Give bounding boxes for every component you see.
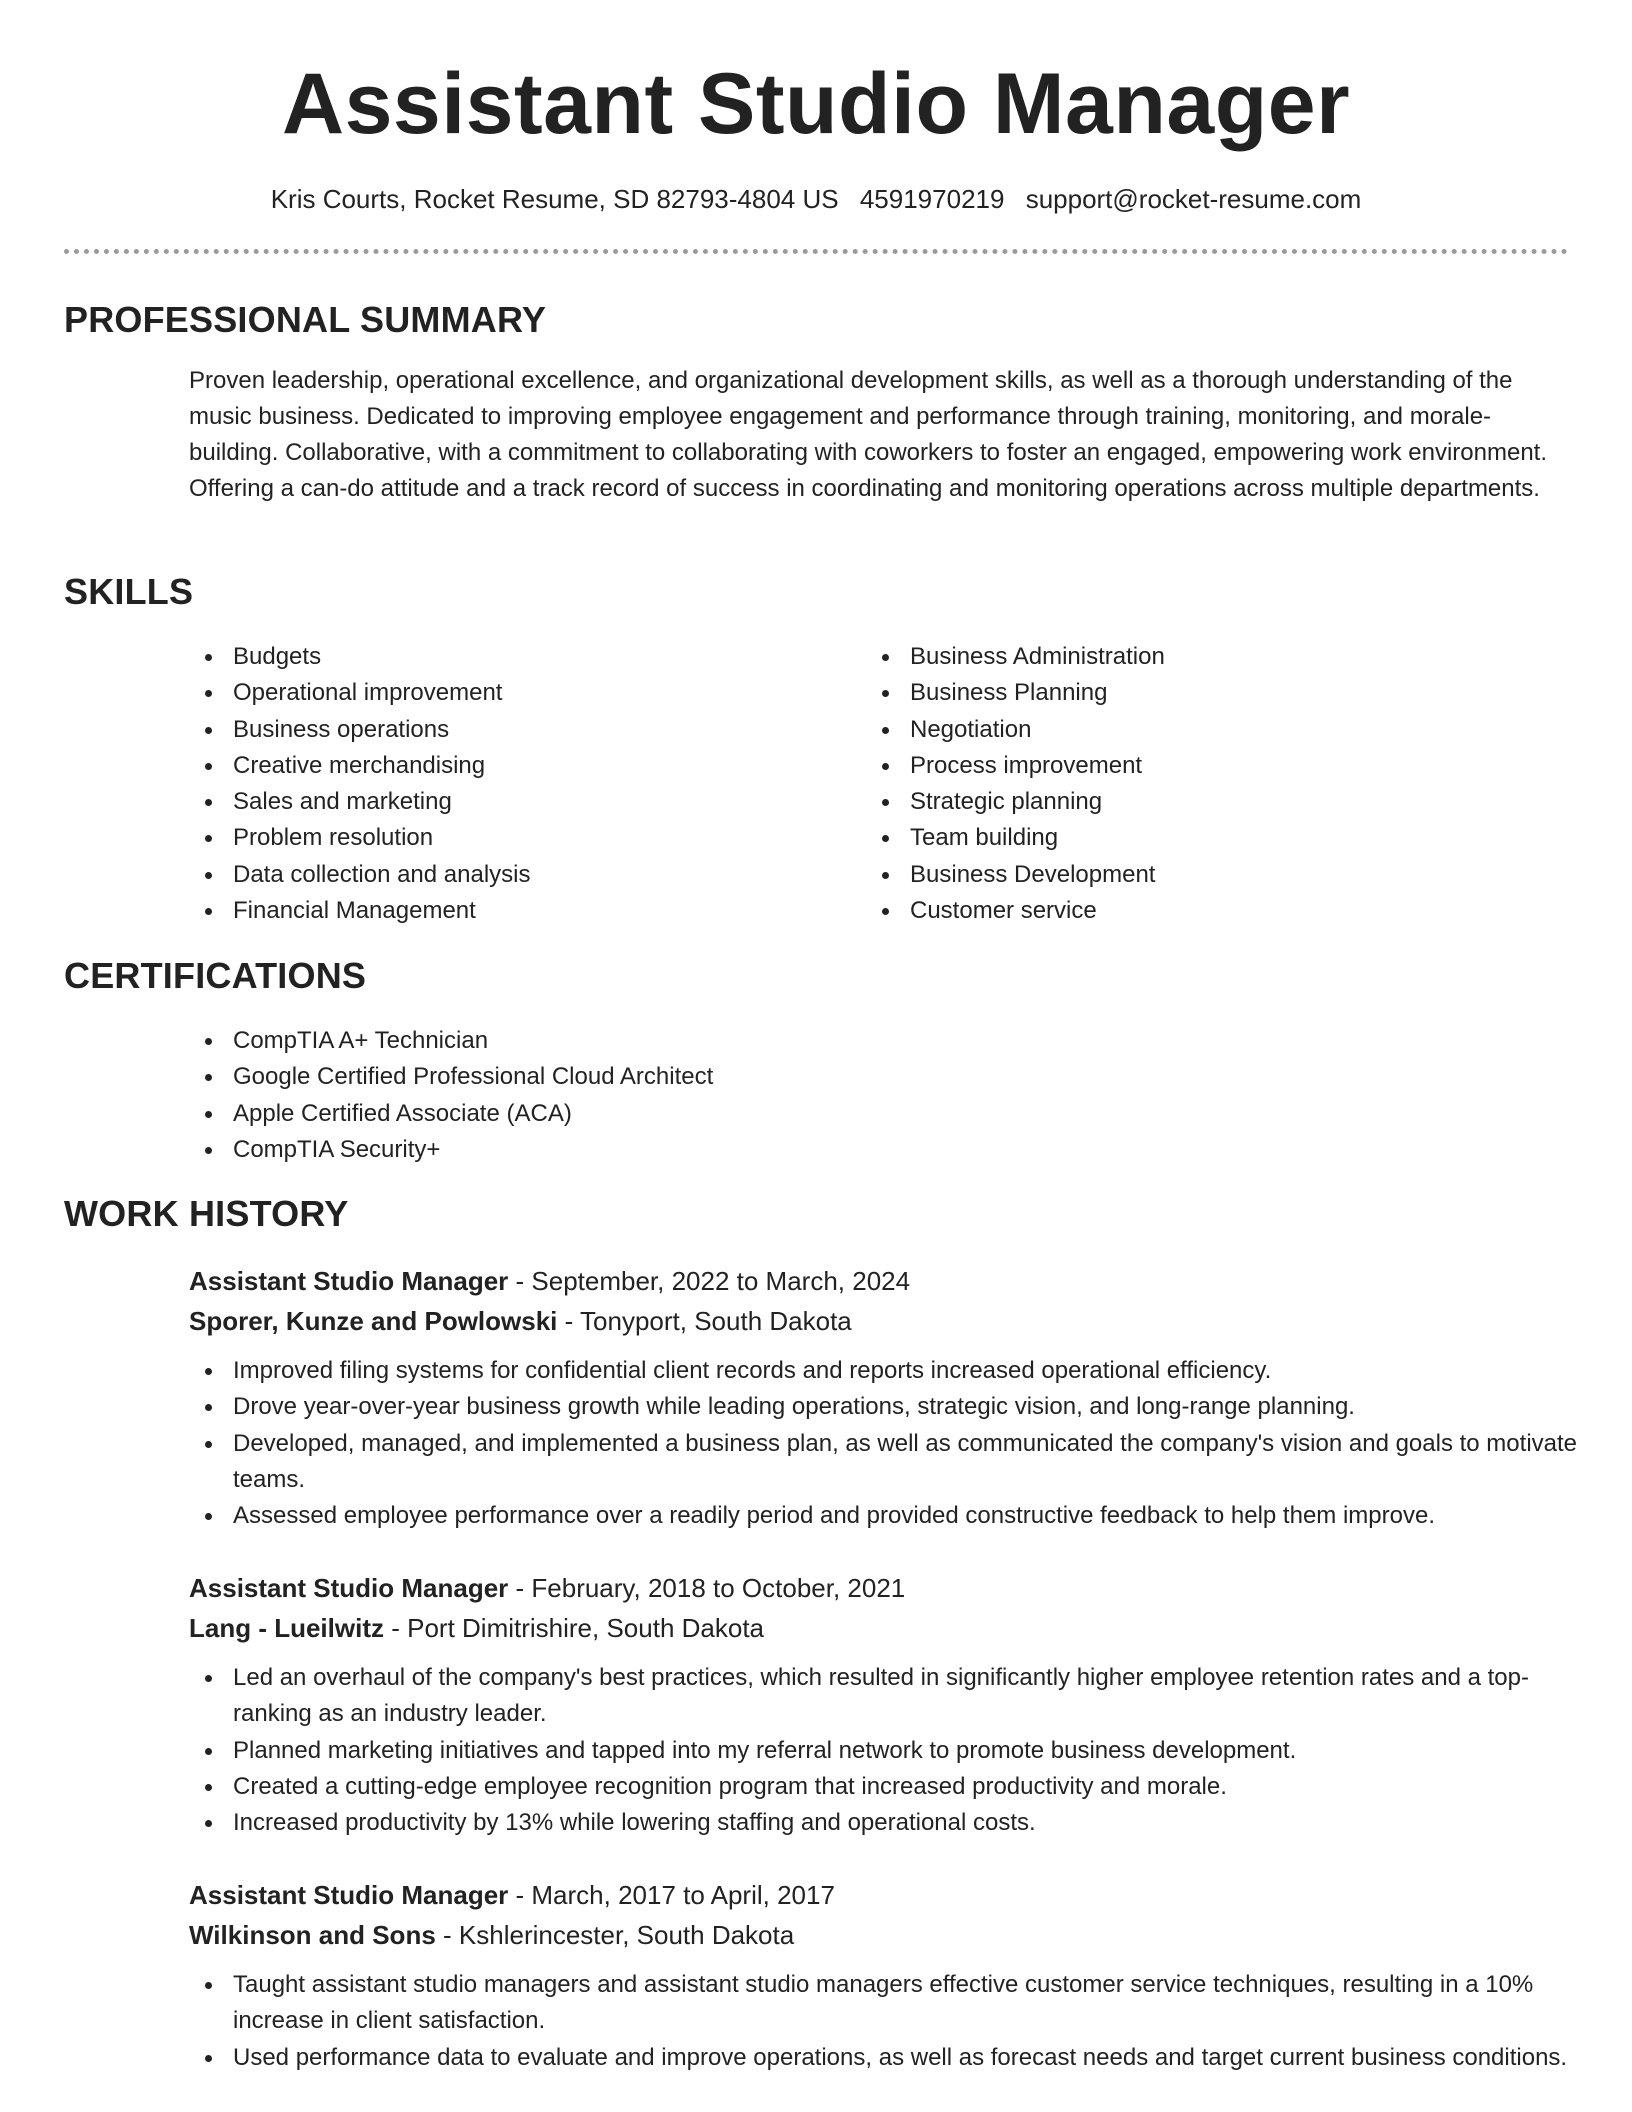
skill-item: Business operations [189, 712, 829, 748]
job-entry [189, 1261, 1579, 1534]
certification-item: Apple Certified Associate (ACA) [189, 1096, 1489, 1132]
skill-item: Process improvement [866, 748, 1506, 784]
job-bullet: Created a cutting-edge employee recognition program that increased productivity and morale. [189, 1769, 1579, 1805]
skill-item: Business Planning [866, 675, 1506, 711]
resume-title: Assistant Studio Manager [281, 56, 1351, 152]
certifications-list [189, 1023, 1489, 1168]
job-title: Assistant Studio Manager [189, 1880, 509, 1910]
skill-item: Negotiation [866, 712, 1506, 748]
job-company-line [189, 1915, 1579, 1955]
job-bullets [189, 1967, 1579, 2076]
skill-item: Customer service [866, 893, 1506, 929]
job-dates: - September, 2022 to March, 2024 [508, 1266, 911, 1296]
header-divider [64, 249, 1568, 254]
job-title-line [189, 1261, 1579, 1301]
job-company-line [189, 1301, 1579, 1341]
work-history-heading: WORK HISTORY [64, 1193, 349, 1234]
job-company-line [189, 1608, 1579, 1648]
job-dates: - March, 2017 to April, 2017 [508, 1880, 835, 1910]
contact-phone: 4591970219 [859, 184, 1005, 214]
skills-column-left [189, 639, 829, 929]
job-bullet: Led an overhaul of the company's best practices, which resulted in significantly higher employee retention rates and a top-ranking as an industry leader. [189, 1660, 1579, 1733]
job-title: Assistant Studio Manager [189, 1573, 509, 1603]
job-bullets [189, 1353, 1579, 1534]
skill-item: Data collection and analysis [189, 857, 829, 893]
skill-item: Creative merchandising [189, 748, 829, 784]
job-title-line [189, 1875, 1579, 1915]
skill-item: Financial Management [189, 893, 829, 929]
skill-item: Team building [866, 820, 1506, 856]
summary-text: Proven leadership, operational excellence, and organizational development skills, as well as a thorough understanding of the music business. Dedicated to improving employee engagement and performance through training, monitoring, and morale-building. Collaborative, with a commitment to collaborating with coworkers to foster an engaged, empowering work environment. Offering a can-do attitude and a track record of success in coordinating and monitoring operations across multiple departments. [189, 367, 1548, 502]
job-dates: - February, 2018 to October, 2021 [508, 1573, 906, 1603]
skill-item: Budgets [189, 639, 829, 675]
skill-item: Sales and marketing [189, 784, 829, 820]
job-bullet: Planned marketing initiatives and tapped into my referral network to promote business development. [189, 1733, 1579, 1769]
summary-heading: PROFESSIONAL SUMMARY [64, 299, 547, 340]
job-company: Lang - Lueilwitz [189, 1613, 384, 1643]
contact-address: Kris Courts, Rocket Resume, SD 82793-4804 US [270, 184, 839, 214]
job-bullets [189, 1660, 1579, 1841]
skill-item: Operational improvement [189, 675, 829, 711]
job-bullet: Used performance data to evaluate and improve operations, as well as forecast needs and target current business conditions. [189, 2040, 1579, 2076]
job-company: Wilkinson and Sons [189, 1920, 436, 1950]
job-location: - Tonyport, South Dakota [557, 1306, 852, 1336]
contact-email: support@rocket-resume.com [1025, 184, 1362, 214]
certification-item: Google Certified Professional Cloud Architect [189, 1059, 1489, 1095]
job-bullet: Increased productivity by 13% while lowering staffing and operational costs. [189, 1805, 1579, 1841]
job-bullet: Drove year-over-year business growth while leading operations, strategic vision, and long-range planning. [189, 1389, 1579, 1425]
job-entry [189, 1568, 1579, 1841]
certification-item: CompTIA Security+ [189, 1132, 1489, 1168]
job-bullet: Taught assistant studio managers and assistant studio managers effective customer service techniques, resulting in a 10% increase in client satisfaction. [189, 1967, 1579, 2040]
certification-item: CompTIA A+ Technician [189, 1023, 1489, 1059]
skill-item: Business Administration [866, 639, 1506, 675]
skills-heading: SKILLS [64, 571, 194, 612]
job-location: - Port Dimitrishire, South Dakota [384, 1613, 765, 1643]
job-bullet: Improved filing systems for confidential client records and reports increased operational efficiency. [189, 1353, 1579, 1389]
skills-column-right [866, 639, 1506, 929]
job-bullet: Assessed employee performance over a readily period and provided constructive feedback to help them improve. [189, 1498, 1579, 1534]
job-entry [189, 1875, 1579, 2076]
skill-item: Strategic planning [866, 784, 1506, 820]
job-title: Assistant Studio Manager [189, 1266, 509, 1296]
job-company: Sporer, Kunze and Powlowski [189, 1306, 558, 1336]
skill-item: Problem resolution [189, 820, 829, 856]
contact-line [0, 181, 1632, 217]
job-title-line [189, 1568, 1579, 1608]
job-bullet: Developed, managed, and implemented a business plan, as well as communicated the company's vision and goals to motivate teams. [189, 1426, 1579, 1499]
certifications-heading: CERTIFICATIONS [64, 955, 367, 996]
job-location: - Kshlerincester, South Dakota [435, 1920, 795, 1950]
skill-item: Business Development [866, 857, 1506, 893]
